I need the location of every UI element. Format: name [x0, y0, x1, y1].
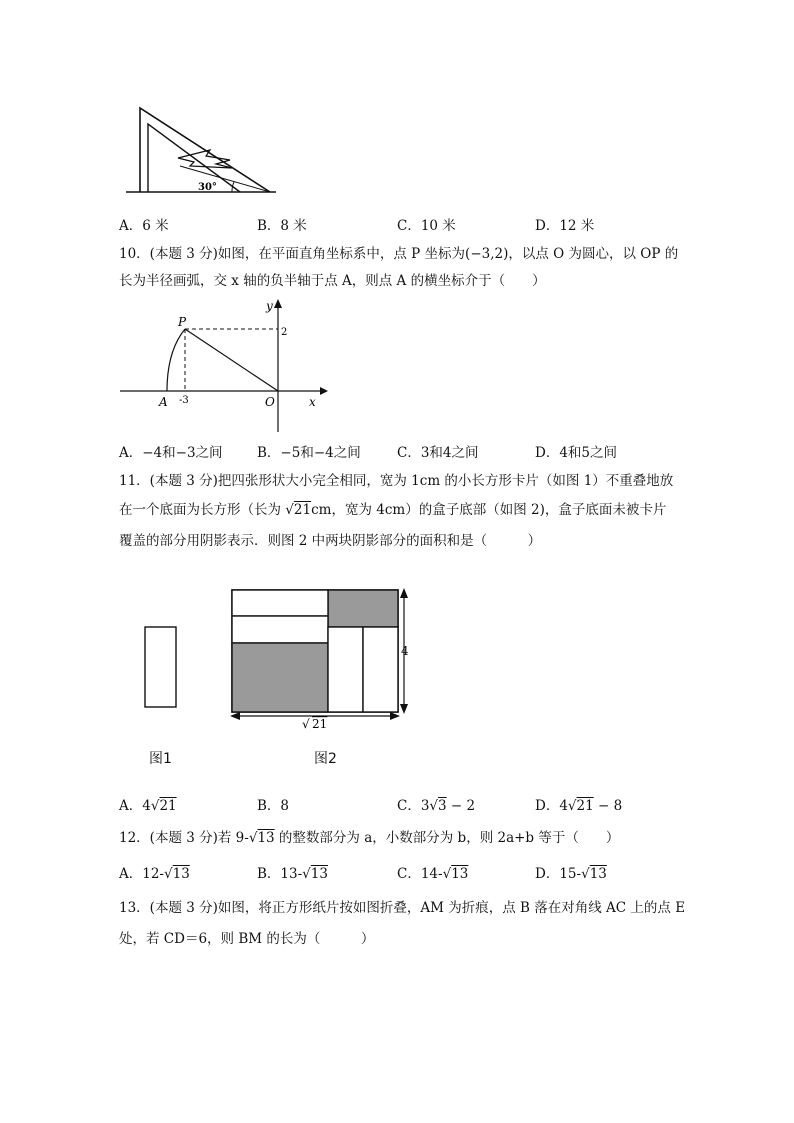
- q11-caption-fig1: 图1: [149, 751, 172, 767]
- q9-option-c: C．10 米: [397, 218, 456, 234]
- q9-angle-label: 30°: [198, 182, 217, 193]
- q11-text-line1: 11．(本题 3 分)把四张形状大小完全相同，宽为 1cm 的小长方形卡片（如图 1）不重叠地放: [119, 473, 674, 489]
- q11-option-d: D．4√21 − 8: [535, 798, 623, 814]
- q10-option-d: D．4和5之间: [535, 445, 618, 461]
- q13-text-line1: 13．(本题 3 分)如图，将正方形纸片按如图折叠，AM 为折痕，点 B 落在对角线 AC 上的点 E: [119, 900, 686, 916]
- q11-text-line3: 覆盖的部分用阴影表示．则图 2 中两块阴影部分的面积和是（ ）: [119, 533, 542, 549]
- q12-option-c: C．14-√13: [397, 866, 469, 882]
- q10-option-b: B．−5和−4之间: [257, 445, 361, 461]
- q11-width-label: 21: [312, 717, 328, 731]
- q11-option-c: C．3√3 − 2: [397, 798, 476, 814]
- q12-option-a: A．12-√13: [119, 866, 190, 882]
- q10-text-line1: 10．(本题 3 分)如图，在平面直角坐标系中，点 P 坐标为(−3,2)，以点 O 为圆心，以 OP 的: [119, 246, 679, 262]
- q10-label-y: y: [266, 299, 273, 313]
- q9-option-a: A．6 米: [119, 218, 169, 234]
- q10-tick-x: -3: [179, 395, 189, 406]
- q11-option-b: B．8: [257, 798, 290, 814]
- q10-label-a: A: [159, 395, 168, 409]
- q12-option-b: B．13-√13: [257, 866, 328, 882]
- q11-text-line2: 在一个底面为长方形（长为 √21cm，宽为 4cm）的盒子底部（如图 2)，盒子底面未被卡片: [119, 502, 667, 518]
- q13-text-line2: 处，若 CD＝6，则 BM 的长为（ ）: [119, 931, 375, 947]
- q11-height-label: 4: [401, 644, 409, 658]
- q10-text-line2: 长为半径画弧，交 x 轴的负半轴于点 A，则点 A 的横坐标介于（ ）: [119, 273, 546, 289]
- q9-ladder-figure: [120, 100, 280, 196]
- q10-label-p: P: [178, 315, 187, 329]
- q11-width-sqrt: √: [302, 717, 310, 731]
- q9-option-d: D．12 米: [535, 218, 595, 234]
- q10-option-c: C．3和4之间: [397, 445, 479, 461]
- q10-label-x: x: [309, 395, 316, 409]
- q9-option-b: B．8 米: [257, 218, 307, 234]
- q12-text-line: 12．(本题 3 分)若 9-√13 的整数部分为 a，小数部分为 b，则 2a+b 等于（ ）: [119, 830, 620, 846]
- q10-coordinate-figure: [115, 296, 330, 436]
- q11-option-a: A．4√21: [119, 798, 177, 814]
- q10-label-o: O: [265, 395, 275, 409]
- q11-caption-fig2: 图2: [314, 751, 337, 767]
- q12-option-d: D．15-√13: [535, 866, 607, 882]
- q11-figures: [130, 582, 430, 732]
- q10-option-a: A．−4和−3之间: [119, 445, 223, 461]
- q10-tick-y: 2: [281, 327, 288, 338]
